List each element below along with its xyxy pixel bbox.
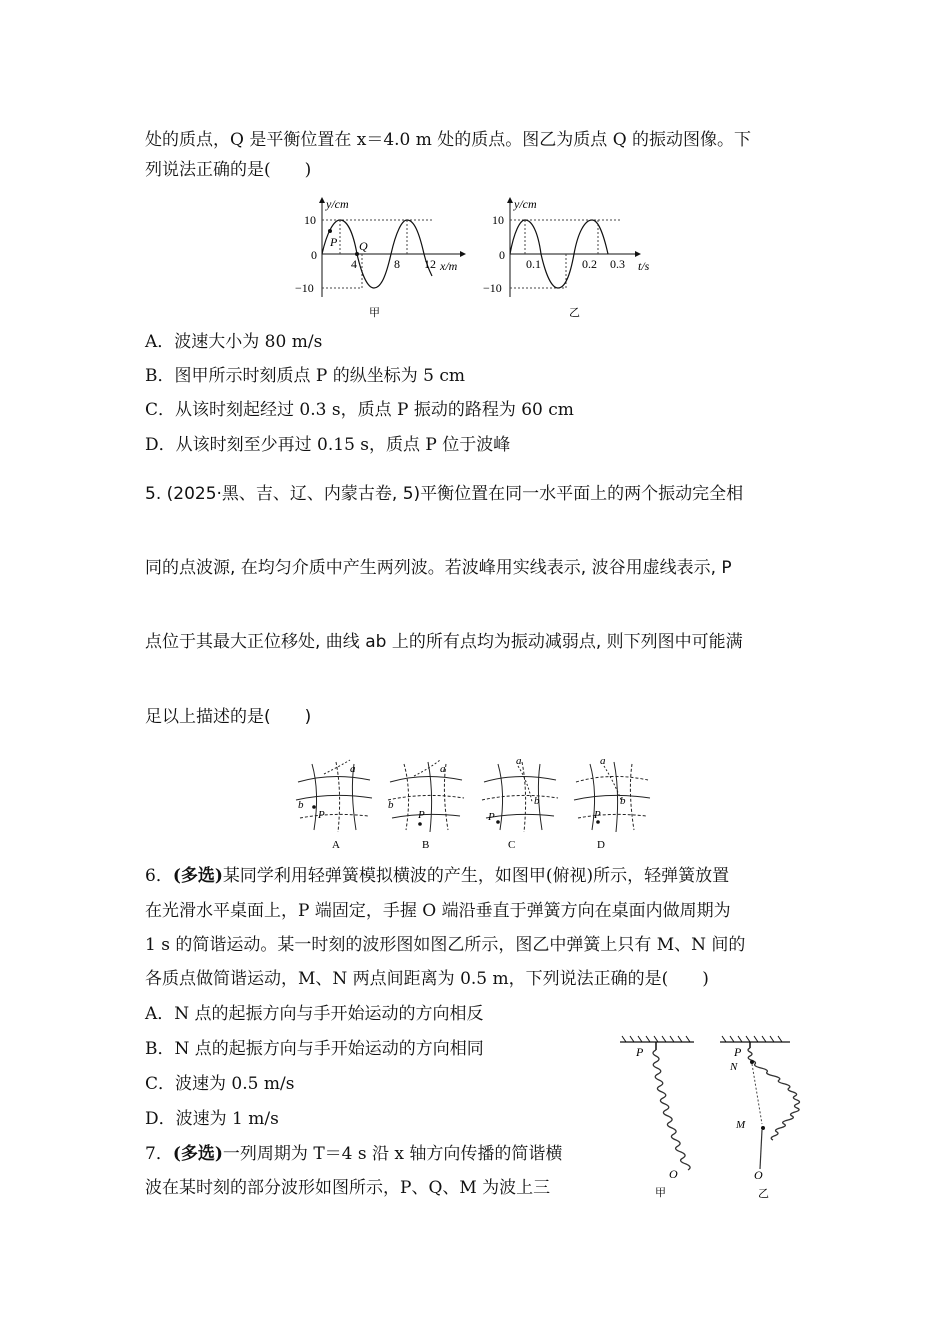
q4-figure-yi (478, 192, 663, 322)
q6-yi-m: M (736, 1119, 746, 1131)
yi-xlabel: t/s (638, 259, 650, 273)
q5-a-label-a: a (350, 763, 356, 775)
q5-d-label-p: P (594, 809, 601, 821)
jia-tick-x-8: 8 (394, 257, 400, 271)
q4-option-c: C．从该时刻起经过 0.3 s，质点 P 振动的路程为 60 cm (145, 400, 574, 420)
q6-option-c: C．波速为 0.5 m/s (145, 1074, 295, 1094)
q5-b-label-a: a (440, 763, 446, 775)
q6-jia-p: P (636, 1045, 644, 1059)
q6-option-d: D．波速为 1 m/s (145, 1109, 279, 1129)
q5-d-label-b: b (620, 795, 626, 807)
q7-number: 7． (145, 1144, 173, 1164)
q5-a-caption: A (332, 839, 340, 851)
yi-tick-y-10: 10 (492, 213, 504, 227)
q7-line-2: 波在某时刻的部分波形如图所示，P、Q、M 为波上三 (145, 1178, 551, 1198)
q6-jia-o: O (669, 1167, 678, 1181)
q6-spring-figure (612, 1034, 807, 1204)
yi-ylabel: y/cm (514, 197, 537, 211)
q6-option-a: A．N 点的起振方向与手开始运动的方向相反 (145, 1004, 484, 1024)
q5-figure-a (296, 760, 372, 851)
jia-ylabel: y/cm (326, 197, 349, 211)
q6-option-b: B．N 点的起振方向与手开始运动的方向相同 (145, 1039, 484, 1059)
q5-line-3: 点位于其最大正位移处, 曲线 ab 上的所有点均为振动减弱点, 则下列图中可能满 (145, 632, 743, 652)
q5-d-label-a: a (600, 755, 606, 767)
yi-caption: 乙 (569, 307, 580, 319)
q6-yi-n: N (730, 1061, 738, 1073)
yi-tick-y-0: 0 (499, 248, 505, 262)
q4-figure-jia (290, 192, 475, 322)
q6-line-1 (145, 864, 729, 888)
jia-point-q: Q (359, 239, 368, 253)
q5-c-caption: C (508, 839, 516, 851)
jia-tick-y-0: 0 (311, 248, 317, 262)
q6-line-4: 各质点做简谐运动，M、N 两点间距离为 0.5 m，下列说法正确的是( ) (145, 969, 709, 989)
jia-tick-y-neg10: −10 (295, 281, 314, 295)
jia-tick-y-10: 10 (304, 213, 316, 227)
jia-caption: 甲 (369, 307, 380, 319)
q7-line-1 (145, 1142, 562, 1166)
yi-tick-y-neg10: −10 (483, 281, 502, 295)
q5-d-caption: D (597, 839, 605, 851)
q5-line-4: 足以上描述的是( ) (145, 707, 312, 727)
q4-line-1: 处的质点，Q 是平衡位置在 x＝4.0 m 处的质点。图乙为质点 Q 的振动图像。下 (145, 130, 752, 150)
q4-option-b: B．图甲所示时刻质点 P 的纵坐标为 5 cm (145, 366, 466, 386)
q5-line-2: 同的点波源, 在均匀介质中产生两列波。若波峰用实线表示, 波谷用虚线表示, P (145, 558, 732, 578)
q7-tag: (多选) (172, 1144, 223, 1164)
q4-option-d: D．从该时刻至少再过 0.15 s，质点 P 位于波峰 (145, 435, 511, 455)
yi-tick-x-0.1: 0.1 (526, 257, 541, 271)
q5-figures (292, 752, 664, 854)
q6-line-3: 1 s 的简谐运动。某一时刻的波形图如图乙所示，图乙中弹簧上只有 M、N 间的 (145, 935, 746, 955)
q5-c-label-b: b (534, 795, 540, 807)
q6-line-2: 在光滑水平桌面上，P 端固定，手握 O 端沿垂直于弹簧方向在桌面内做周期为 (145, 901, 731, 921)
jia-xlabel: x/m (440, 259, 458, 273)
q5-a-label-p: P (318, 809, 325, 821)
q6-number: 6． (145, 866, 173, 886)
q7-line-1-text: 一列周期为 T＝4 s 沿 x 轴方向传播的简谐横 (222, 1144, 563, 1164)
q5-a-label-b: b (298, 799, 304, 811)
jia-tick-x-12: 12 (424, 257, 436, 271)
q5-b-label-p: P (418, 809, 425, 821)
q5-figure-c (482, 755, 558, 851)
q6-yi-p: P (734, 1045, 742, 1059)
q4-line-2: 列说法正确的是( ) (145, 160, 312, 180)
jia-point-p: P (330, 235, 338, 249)
q6-yi-o: O (754, 1168, 763, 1182)
q6-tag: (多选) (172, 866, 223, 886)
q5-figure-b (388, 760, 464, 851)
q6-jia-caption: 甲 (655, 1187, 666, 1199)
q5-b-caption: B (422, 839, 430, 851)
q5-line-1: 5. (2025·黑、吉、辽、内蒙古卷, 5)平衡位置在同一水平面上的两个振动完全相 (145, 484, 744, 504)
q6-yi-caption: 乙 (758, 1188, 769, 1200)
q5-figure-d (574, 755, 650, 851)
jia-tick-x-4: 4 (351, 257, 357, 271)
q6-line-1-text: 某同学利用轻弹簧模拟横波的产生，如图甲(俯视)所示，轻弹簧放置 (222, 866, 730, 886)
yi-tick-x-0.3: 0.3 (610, 257, 625, 271)
q4-option-a: A．波速大小为 80 m/s (145, 332, 323, 352)
q5-b-label-b: b (388, 799, 394, 811)
yi-tick-x-0.2: 0.2 (582, 257, 597, 271)
q5-c-label-p: P (488, 811, 495, 823)
q5-c-label-a: a (516, 755, 522, 767)
